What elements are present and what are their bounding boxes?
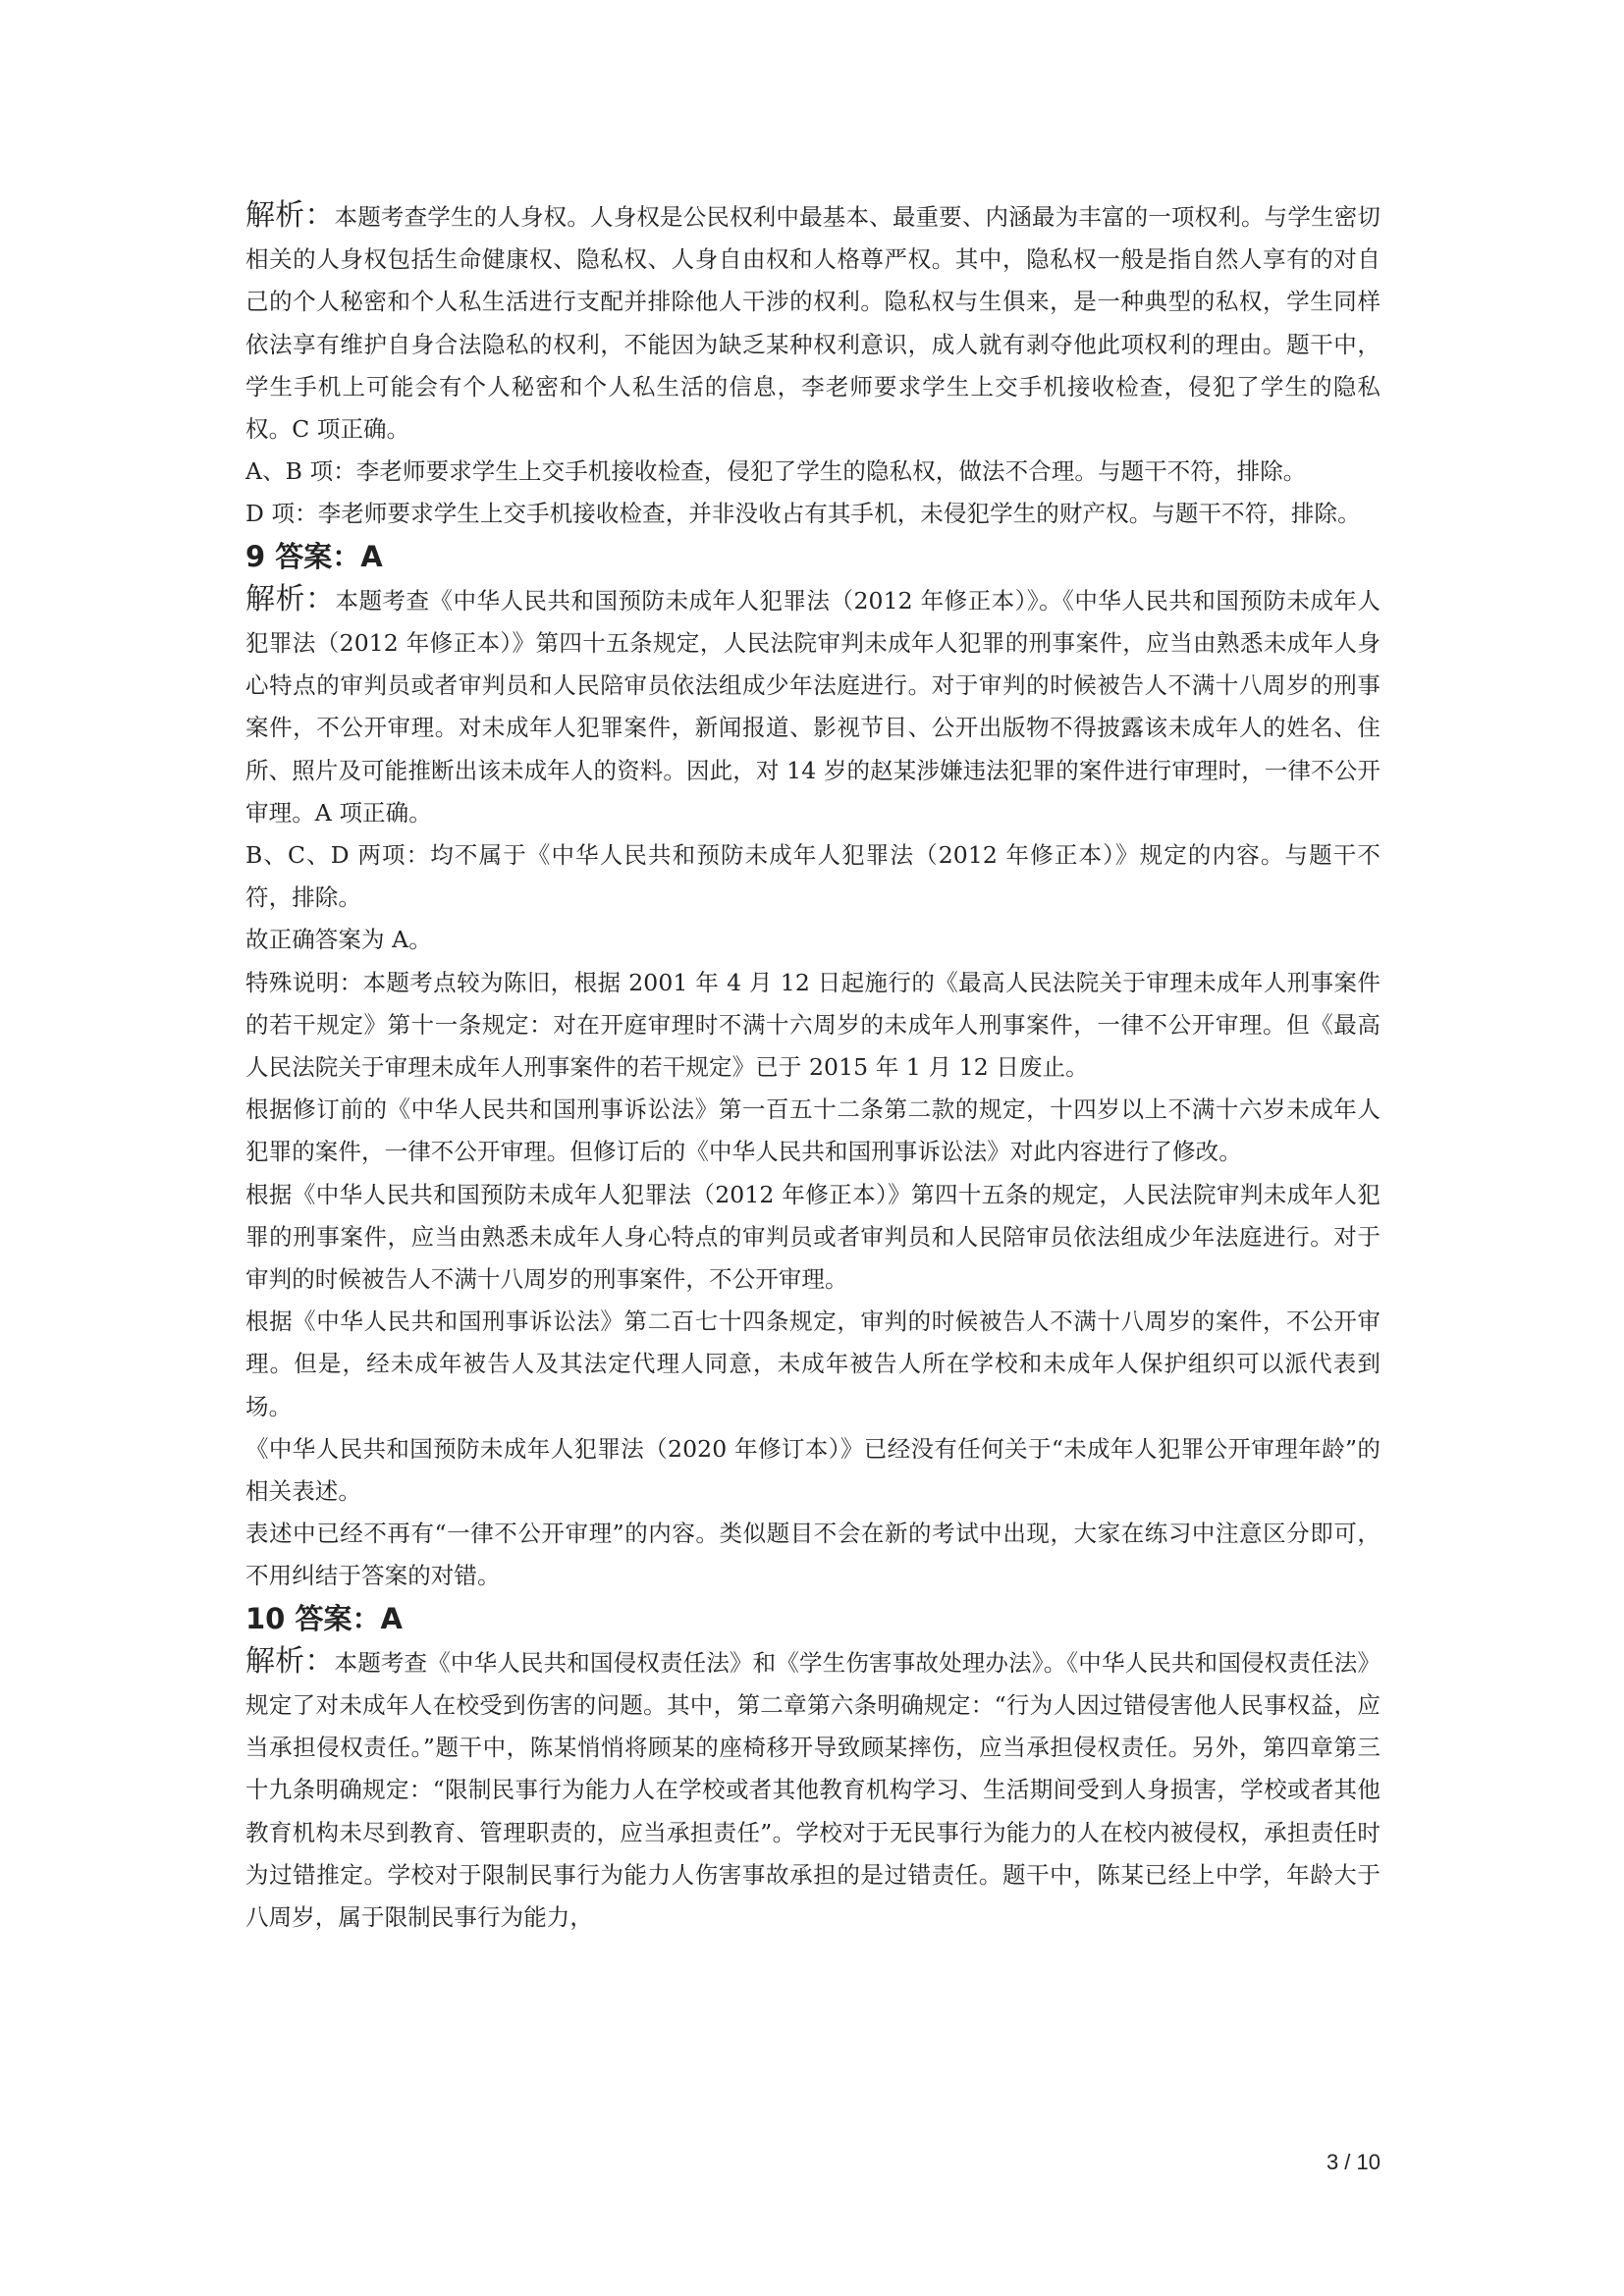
- analysis-text: 本题考查学生的人身权。人身权是公民权利中最基本、最重要、内涵最为丰富的一项权利。与学生密切相关的人身权包括生命健康权、隐私权、人身自由权和人格尊严权。其中，隐私权一般是指自然人享有的对自己的个人秘密和个人私生活进行支配并排除他人干涉的权利。隐私权与生俱来，是一种典型的私权，学生同样依法享有维护自身合法隐私的权利，不能因为缺乏某种权利意识，成人就有剥夺他此项权利的理由。题干中，学生手机上可能会有个人秘密和个人私生活的信息，李老师要求学生上交手机接收检查，侵犯了学生的隐私权。C 项正确。: [245, 203, 1380, 444]
- option-ab-paragraph: A、B 项：李老师要求学生上交手机接收检查，侵犯了学生的隐私权，做法不合理。与题干不符，排除。: [245, 457, 1307, 486]
- analysis-paragraph-10: [245, 1640, 1380, 1939]
- analysis-label: 解析：: [245, 1643, 335, 1679]
- page-content: [245, 194, 1380, 1939]
- option-d-paragraph: D 项：李老师要求学生上交手机接收检查，并非没收占有其手机，未侵犯学生的财产权。与题干不符，排除。: [245, 500, 1361, 528]
- analysis-label: 解析：: [245, 581, 336, 616]
- article-274-paragraph: 根据《中华人民共和国刑事诉讼法》第二百七十四条规定，审判的时候被告人不满十八周岁的案件，不公开审理。但是，经未成年被告人及其法定代理人同意，未成年被告人所在学校和未成年人保护组织可以派代表到场。: [245, 1308, 1380, 1420]
- analysis-paragraph: [245, 194, 1380, 451]
- old-law-paragraph: 根据修订前的《中华人民共和国刑事诉讼法》第一百五十二条第二款的规定，十四岁以上不满十六岁未成年人犯罪的案件，一律不公开审理。但修订后的《中华人民共和国刑事诉讼法》对此内容进行了修改。: [245, 1095, 1380, 1166]
- answer-heading-10: 10 答案：A: [245, 1601, 403, 1635]
- analysis-paragraph-9: [245, 578, 1380, 834]
- analysis-text: 本题考查《中华人民共和国侵权责任法》和《学生伤害事故处理办法》。《中华人民共和国侵权责任法》规定了对未成年人在校受到伤害的问题。其中，第二章第六条明确规定：“行为人因过错侵害他人民事权益，应当承担侵权责任。”题干中，陈某悄悄将顾某的座椅移开导致顾某摔伤，应当承担侵权责任。另外，第四章第三十九条明确规定：“限制民事行为能力人在学校或者其他教育机构学习、生活期间受到人身损害，学校或者其他教育机构未尽到教育、管理职责的，应当承担责任”。学校对于无民事行为能力的人在校内被侵权，承担责任时为过错推定。学校对于限制民事行为能力人伤害事故承担的是过错责任。题干中，陈某已经上中学，年龄大于八周岁，属于限制民事行为能力，: [245, 1648, 1380, 1932]
- analysis-text: 本题考查《中华人民共和国预防未成年人犯罪法（2012 年修正本）》。《中华人民共和国预防未成年人犯罪法（2012 年修正本）》第四十五条规定，人民法院审判未成年人犯罪的刑事案件，应当由熟悉未成年人身心特点的审判员或者审判员和人民陪审员依法组成少年法庭进行。对于审判的时候被告人不满十八周岁的刑事案件，不公开审理。对未成年人犯罪案件，新闻报道、影视节目、公开出版物不得披露该未成年人的姓名、住所、照片及可能推断出该未成年人的资料。因此，对 14 岁的赵某涉嫌违法犯罪的案件进行审理时，一律不公开审理。A 项正确。: [245, 586, 1380, 827]
- answer-heading-9: 9 答案：A: [245, 539, 383, 573]
- law-2020-paragraph: 《中华人民共和国预防未成年人犯罪法（2020 年修订本）》已经没有任何关于“未成年人犯罪公开审理年龄”的相关表述。: [245, 1434, 1380, 1506]
- option-bcd-paragraph: B、C、D 两项：均不属于《中华人民共和预防未成年人犯罪法（2012 年修正本）》规定的内容。与题干不符，排除。: [245, 841, 1380, 912]
- article-45-paragraph: 根据《中华人民共和国预防未成年人犯罪法（2012 年修正本）》第四十五条的规定，人民法院审判未成年人犯罪的刑事案件，应当由熟悉未成年人身心特点的审判员或者审判员和人民陪审员依法组成少年法庭进行。对于审判的时候被告人不满十八周岁的刑事案件，不公开审理。: [245, 1180, 1380, 1294]
- special-note-paragraph: 特殊说明：本题考点较为陈旧，根据 2001 年 4 月 12 日起施行的《最高人民法院关于审理未成年人刑事案件的若干规定》第十一条规定：对在开庭审理时不满十六周岁的未成年人刑事案件，一律不公开审理。但《最高人民法院关于审理未成年人刑事案件的若干规定》已于 2015 年 1 月 12 日废止。: [245, 968, 1380, 1082]
- page-number: 3 / 10: [1326, 2150, 1380, 2174]
- correct-answer-paragraph: 故正确答案为 A。: [245, 926, 432, 954]
- analysis-label: 解析：: [245, 198, 335, 233]
- exam-note-paragraph: 表述中已经不再有“一律不公开审理”的内容。类似题目不会在新的考试中出现，大家在练习中注意区分即可，不用纠结于答案的对错。: [245, 1520, 1380, 1590]
